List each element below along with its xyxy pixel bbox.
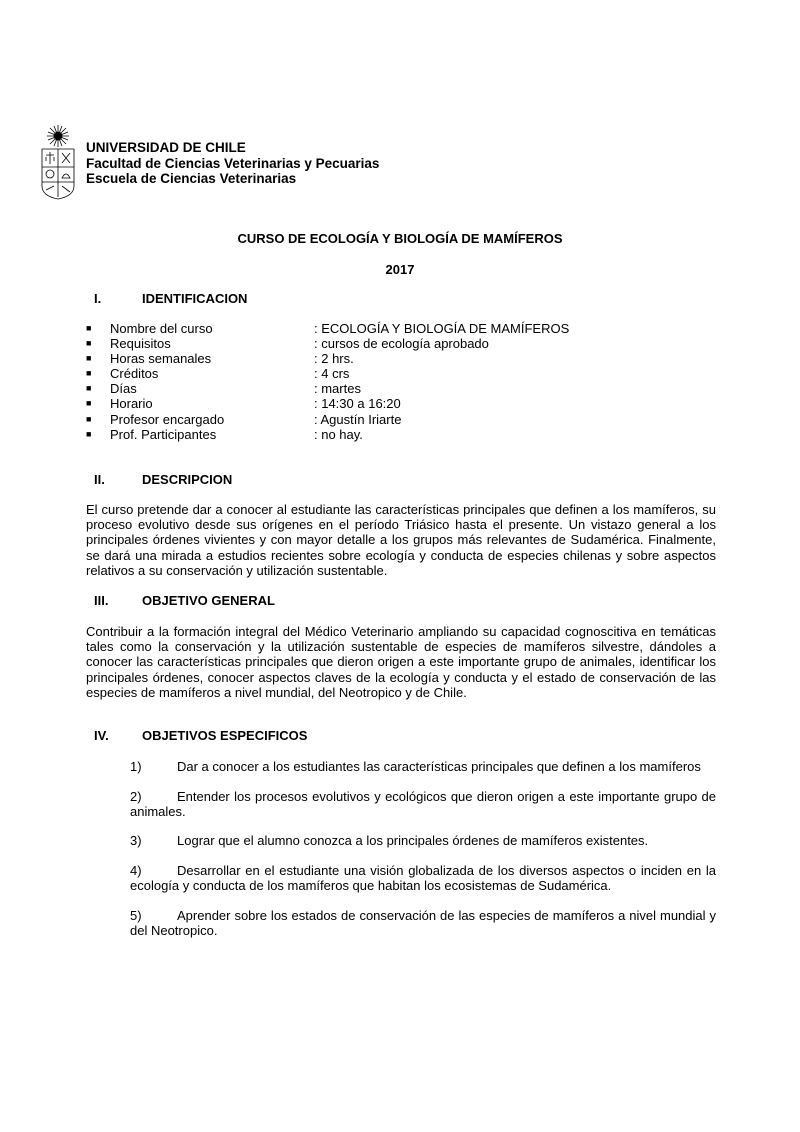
section-number: II. xyxy=(94,472,105,487)
bullet-icon: ■ xyxy=(86,323,92,333)
bullet-icon: ■ xyxy=(86,428,92,439)
item-label: Horario xyxy=(110,396,153,412)
item-number: 1) xyxy=(130,759,142,774)
item-label: Prof. Participantes xyxy=(110,426,217,442)
item-text: Entender los procesos evolutivos y ecológicos que dieron origen a este importante grupo de animales. xyxy=(130,789,716,820)
section-title: OBJETIVO GENERAL xyxy=(142,593,275,608)
bullet-icon: ■ xyxy=(86,413,92,424)
item-number: 3) xyxy=(130,833,142,848)
section-number: I. xyxy=(94,291,102,306)
bullet-icon: ■ xyxy=(86,398,92,409)
specific-objective-item xyxy=(130,833,716,848)
item-label: Créditos xyxy=(110,366,159,382)
bullet-icon: ■ xyxy=(86,353,92,364)
course-year: 2017 xyxy=(385,262,415,277)
item-label: Profesor encargado xyxy=(110,411,225,427)
item-label: Nombre del curso xyxy=(110,321,213,336)
bullet-icon: ■ xyxy=(86,338,92,349)
item-value: : ECOLOGÍA Y BIOLOGÍA DE MAMÍFEROS xyxy=(314,321,570,336)
section-number: III. xyxy=(94,593,109,608)
item-number: 4) xyxy=(130,863,142,878)
item-value: : 4 crs xyxy=(314,366,350,382)
specific-objective-item xyxy=(130,863,716,893)
item-value: : Agustín Iriarte xyxy=(314,411,402,427)
university-crest-icon xyxy=(40,124,76,200)
institution-block xyxy=(86,140,379,187)
general-objective-paragraph: Contribuir a la formación integral del Médico Veterinario ampliando su capacidad cognoscitiva en temáticas tales como la conservación y la utilización sustentable de especies de mamíferos silvestre, dándoles a conocer las características principales que dieron origen a este importante grupo de animales, identificar los principales órdenes, conocer aspectos claves de la ecología y conducta y el estado de conservación de las especies de mamíferos a nivel mundial, del Neotropico y de Chile. xyxy=(86,624,716,700)
item-label: Horas semanales xyxy=(110,351,212,367)
bullet-icon: ■ xyxy=(86,368,92,379)
course-title: CURSO DE ECOLOGÍA Y BIOLOGÍA DE MAMÍFEROS xyxy=(237,231,563,246)
section-title: IDENTIFICACION xyxy=(142,291,248,306)
item-value: : cursos de ecología aprobado xyxy=(314,336,489,352)
specific-objective-item xyxy=(130,789,716,819)
description-paragraph: El curso pretende dar a conocer al estudiante las características principales que definen a los mamíferos, su proceso evolutivo desde sus orígenes en el período Triásico hasta el presente. Un vistazo general a los principales órdenes vivientes y con mayor detalle a los grupos más relevantes de Sudamérica. Finalmente, se dará una mirada a estudios recientes sobre ecología y conducta de especies chilenas y sobre aspectos relativos a su conservación y utilización sustentable. xyxy=(86,502,716,578)
item-number: 5) xyxy=(130,908,142,923)
specific-objective-item xyxy=(130,759,716,774)
specific-objective-item xyxy=(130,908,716,938)
faculty-name: Facultad de Ciencias Veterinarias y Pecuarias xyxy=(86,155,380,171)
item-label: Requisitos xyxy=(110,336,171,352)
item-text: Lograr que el alumno conozca a los principales órdenes de mamíferos existentes. xyxy=(177,833,649,848)
section-title: DESCRIPCION xyxy=(142,472,233,487)
item-value: : martes xyxy=(314,381,361,397)
section-number: IV. xyxy=(94,728,109,743)
section-title: OBJETIVOS ESPECIFICOS xyxy=(142,728,308,743)
item-label: Días xyxy=(110,381,137,397)
item-value: : 2 hrs. xyxy=(314,351,354,367)
bullet-icon: ■ xyxy=(86,383,92,394)
item-text: Dar a conocer a los estudiantes las características principales que definen a los mamíferos xyxy=(177,759,701,774)
item-value: : 14:30 a 16:20 xyxy=(314,396,401,412)
item-text: Desarrollar en el estudiante una visión globalizada de los diversos aspectos o inciden en la ecología y conducta de los mamíferos que habitan los ecosistemas de Sudamérica. xyxy=(130,863,716,894)
item-number: 2) xyxy=(130,789,142,804)
school-name: Escuela de Ciencias Veterinarias xyxy=(86,171,297,187)
university-name: UNIVERSIDAD DE CHILE xyxy=(86,140,246,155)
item-text: Aprender sobre los estados de conservación de las especies de mamíferos a nivel mundial y del Neotropico. xyxy=(130,908,716,939)
item-value: : no hay. xyxy=(314,426,363,442)
